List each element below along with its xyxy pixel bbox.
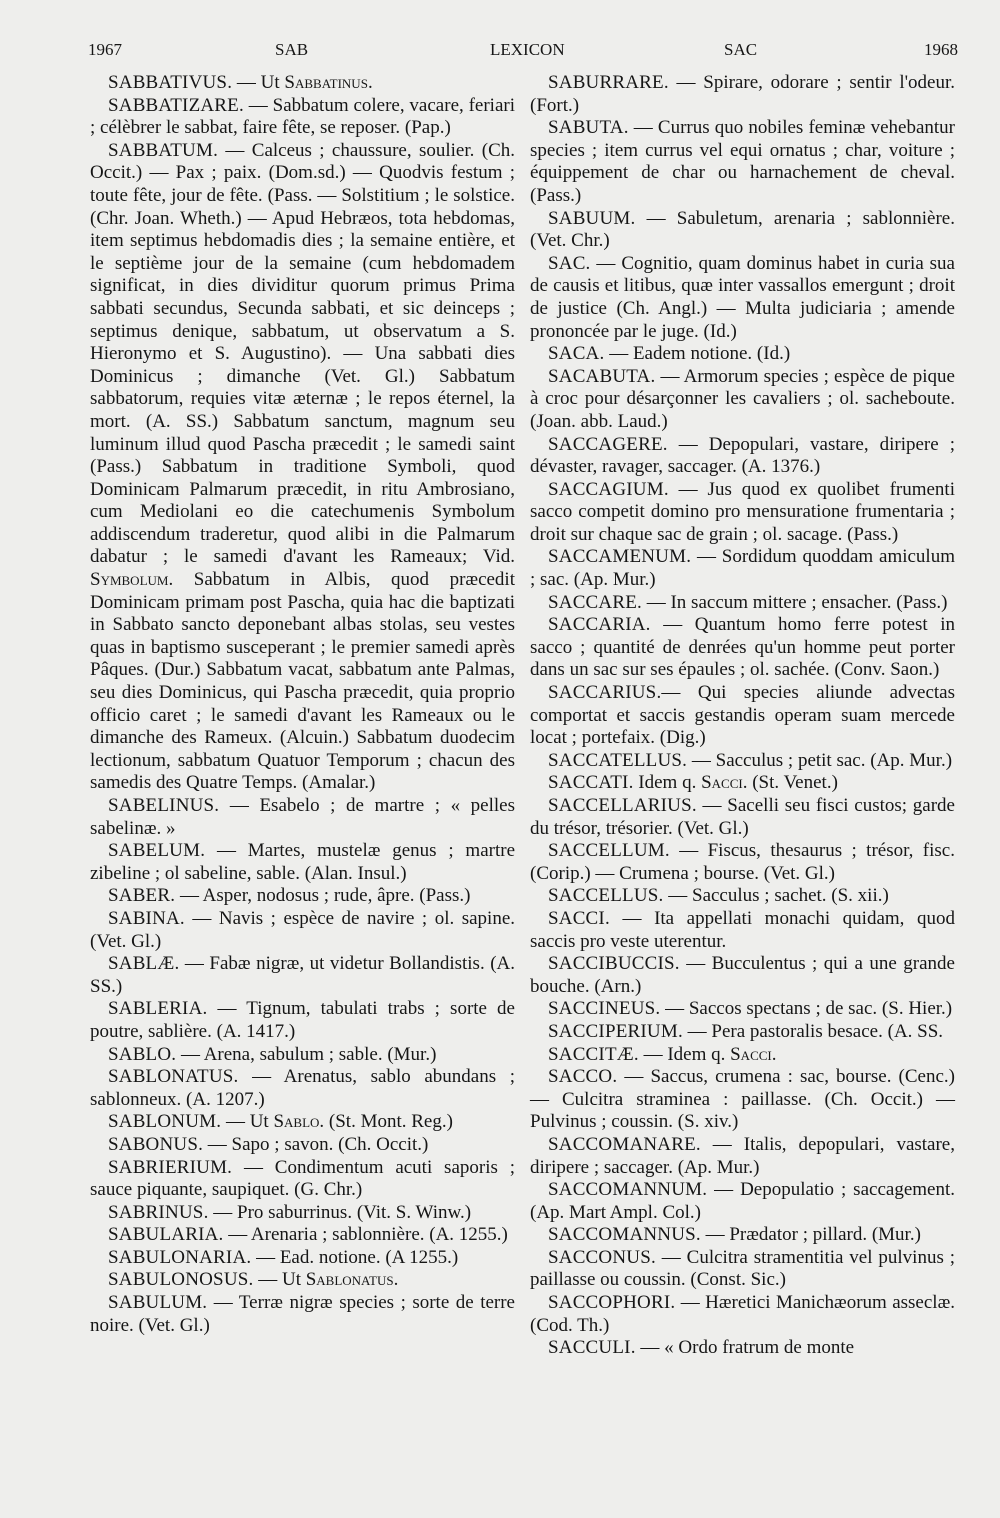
dictionary-entry	[90, 1292, 515, 1337]
cross-reference: Sabbatinus	[284, 72, 368, 93]
entry-definition: — Fiscus, thesaurus ; trésor, fisc. (Corip.) — Crumena ; bourse. (Vet. Gl.)	[530, 840, 955, 884]
entry-headword: SABULONARIA.	[108, 1246, 252, 1268]
dictionary-entry	[530, 1134, 955, 1179]
dictionary-entry	[530, 117, 955, 207]
dictionary-entry	[90, 1134, 515, 1157]
entry-definition: — Sapo ; savon. (Ch. Occit.)	[203, 1133, 429, 1155]
entry-headword: SACCOMANNUS.	[548, 1224, 701, 1246]
entry-headword: SABLERIA.	[108, 998, 208, 1020]
right-column	[530, 72, 955, 1360]
entry-headword: SABINA.	[108, 907, 185, 929]
dictionary-entry	[90, 1269, 515, 1292]
entry-definition: — Sacculus ; sachet. (S. xii.)	[663, 885, 889, 907]
entry-definition: — Tignum, tabulati trabs ; sorte de poutre, sablière. (A. 1417.)	[90, 998, 515, 1042]
entry-definition: . Sabbatum in Albis, quod præcedit Dominicam primam post Pascha, quia hac die baptizati in Sabbato sancto deponebant albas stolas, seu vestes quas in baptismo susceperant ; le premier samedi après Pâques. (Dur.) Sabbatum vacat, sabbatum ante Palmas, seu dies Dominicus, qui Pascha præcedit, quia proprio officio caret ; le samedi d'avant les Rameaux ou le dimanche des Rameux. (Alcuin.) Sabbatum duodecim lectionum, sabbatum Quatuor Temporum ; chacun des samedis des Quatre Temps. (Amalar.)	[90, 569, 515, 794]
dictionary-entry	[530, 840, 955, 885]
entry-definition: — Fabæ nigræ, ut videtur Bollandistis. (A. SS.)	[90, 953, 515, 997]
entry-headword: SABLONATUS.	[108, 1066, 239, 1088]
dictionary-entry	[530, 479, 955, 547]
entry-headword: SAC.	[548, 252, 591, 274]
entry-headword: SACCARIA.	[548, 614, 651, 636]
entry-headword: SACA.	[548, 343, 605, 365]
dictionary-entry	[90, 1202, 515, 1225]
entry-headword: SABULARIA.	[108, 1224, 224, 1246]
entry-definition: — Martes, mustelæ genus ; martre zibeline ; ol sabeline, sable. (Alan. Insul.)	[90, 840, 515, 884]
dictionary-entry	[530, 908, 955, 953]
entry-headword: SACCARE.	[548, 591, 642, 613]
entry-definition: Idem q.	[633, 772, 702, 794]
entry-headword: SACCARIUS.	[548, 682, 662, 704]
entry-definition: — Navis ; espèce de navire ; ol. sapine. (Vet. Gl.)	[90, 907, 515, 952]
entry-definition: — Arenaria ; sablonnière. (A. 1255.)	[223, 1224, 508, 1246]
entry-headword: SACCATI.	[548, 772, 634, 794]
dictionary-entry	[90, 840, 515, 885]
cross-reference: Sablo	[273, 1111, 320, 1133]
page-number-right: 1968	[924, 40, 958, 59]
entry-headword: SABLONUM.	[108, 1111, 222, 1133]
entry-headword: SABUUM.	[548, 207, 636, 229]
entry-definition: — Bucculentus ; qui a une grande bouche. (Arn.)	[530, 953, 955, 997]
entry-headword: SACABUTA.	[548, 365, 656, 387]
entry-definition: — Armorum species ; espèce de pique à croc pour désarçonner les cavaliers ; ol. sacheboute. (Joan. abb. Laud.)	[530, 365, 955, 432]
entry-headword: SABULONOSUS.	[108, 1269, 254, 1291]
entry-definition: — Culcitra stramentitia vel pulvinus ; paillasse ou coussin. (Const. Sic.)	[530, 1246, 955, 1291]
dictionary-entry	[530, 998, 955, 1021]
entry-definition: — Condimentum acuti saporis ; sauce piquante, saupiquet. (G. Chr.)	[90, 1156, 515, 1201]
dictionary-entry	[530, 682, 955, 750]
entry-headword: SACCELLARIUS.	[548, 795, 697, 816]
dictionary-entry	[90, 953, 515, 998]
dictionary-entry	[530, 546, 955, 591]
entry-definition: — Currus quo nobiles feminæ vehebantur species ; item currus vel equi ornatus ; char, voiture ; équippement de char ou harnachement de cheval. (Pass.)	[530, 117, 955, 206]
dictionary-entry	[90, 795, 515, 840]
entry-headword: SABELINUS.	[108, 795, 220, 816]
entry-definition: — Arena, sabulum ; sable. (Mur.)	[176, 1043, 437, 1065]
entry-headword: SACCAGERE.	[548, 433, 668, 455]
entry-definition: — Sordidum quoddam amiculum ; sac. (Ap. Mur.)	[530, 546, 955, 591]
entry-headword: SABURRARE.	[548, 72, 669, 93]
entry-definition: . (St. Mont. Reg.)	[319, 1111, 453, 1133]
entry-definition: — Ut	[253, 1269, 306, 1291]
dictionary-entry	[90, 140, 515, 795]
dictionary-entry	[90, 908, 515, 953]
entry-definition: — Italis, depopulari, vastare, diripere ; saccager. (Ap. Mur.)	[530, 1133, 955, 1178]
entry-headword: SACCOMANNUM.	[548, 1179, 708, 1201]
cross-reference: Sablonatus	[305, 1269, 394, 1291]
dictionary-entry	[90, 1044, 515, 1067]
cross-reference: Symbolum	[90, 569, 169, 591]
entry-definition: — Terræ nigræ species ; sorte de terre noire. (Vet. Gl.)	[90, 1292, 515, 1336]
entry-headword: SACCIPERIUM.	[548, 1020, 683, 1042]
entry-definition: — Sabuletum, arenaria ; sablonnière. (Vet. Chr.)	[530, 207, 955, 252]
dictionary-entry	[530, 1044, 955, 1067]
entry-definition: .	[771, 1043, 777, 1065]
entry-definition: — Saccos spectans ; de sac. (S. Hier.)	[660, 998, 953, 1020]
dictionary-entry	[530, 1292, 955, 1337]
entry-definition: — Saccus, crumena : sac, bourse. (Cenc.) — Culcitra straminea : paillasse. (Ch. Occit.) — Pulvinus ; coussin. (S. xiv.)	[530, 1066, 955, 1133]
entry-definition: — Eadem notione. (Id.)	[604, 343, 791, 365]
dictionary-entry	[530, 1021, 955, 1044]
dictionary-entry	[530, 1224, 955, 1247]
entry-definition: — Calceus ; chaussure, soulier. (Ch. Occit.) — Pax ; paix. (Dom.sd.) — Quodvis festum ; toute fête, jour de fête. (Pass. — Solstitium ; le solstice. (Chr. Joan. Wheth.) — Apud Hebræos, tota hebdomas, item septimus hebdomadis dies ; la semaine entière, et le septième jour de la semaine (cum hebdomadem significat, in dies dividitur quorum primus Prima sabbati secundus, Secunda sabbati, et sic deinceps ; septimus denique, sabbatum, ut observatum a S. Hieronymo et S. Augustino). — Una sabbati dies Dominicus ; dimanche (Vet. Gl.) Sabbatum sabbatorum, requies vitæ æternæ ; le repos éternel, la mort. (A. SS.) Sabbatum sanctum, magnum seu luminum illud quod Pascha præcedit ; le samedi saint (Pass.) Sabbatum in traditione Symboli, quod Dominicam Palmarum præcedit, in ritu Ambrosiano, cum Mediolani eo die catechumenis Symbolum addiscendum traderetur, quod alibi in die Palmarum dabatur ; le samedi d'avant les Rameaux; Vid.	[90, 139, 515, 568]
dictionary-entry	[530, 592, 955, 615]
dictionary-entry	[90, 885, 515, 908]
entry-headword: SABBATIVUS.	[108, 72, 233, 93]
entry-definition: — In saccum mittere ; ensacher. (Pass.)	[641, 591, 948, 613]
entry-headword: SABRIERIUM.	[108, 1156, 233, 1178]
entry-headword: SACCO.	[548, 1066, 618, 1088]
entry-headword: SACCIBUCCIS.	[548, 953, 680, 975]
entry-definition: — Sacculus ; petit sac. (Ap. Mur.)	[687, 749, 953, 771]
entry-definition: — Idem q.	[638, 1043, 731, 1065]
dictionary-entry	[90, 1111, 515, 1134]
entry-definition: — Sacelli seu fisci custos; garde du trésor, trésorier. (Vet. Gl.)	[530, 795, 955, 839]
dictionary-entry	[530, 614, 955, 682]
dictionary-entry	[530, 343, 955, 366]
entry-headword: SACCELLUM.	[548, 840, 670, 862]
dictionary-entry	[90, 95, 515, 140]
entry-definition: .	[367, 72, 373, 93]
entry-headword: SACCAMENUM.	[548, 546, 692, 568]
entry-headword: SABELUM.	[108, 840, 206, 862]
dictionary-entry	[530, 885, 955, 908]
entry-headword: SABULUM.	[108, 1292, 208, 1314]
entry-headword: SACCITÆ.	[548, 1043, 639, 1065]
dictionary-entry	[530, 72, 955, 117]
entry-definition: .	[393, 1269, 399, 1291]
lemma-range-left: SAB	[275, 40, 309, 59]
entry-definition: — Asper, nodosus ; rude, âpre. (Pass.)	[175, 885, 471, 907]
dictionary-entry	[530, 208, 955, 253]
entry-headword: SACCOPHORI.	[548, 1292, 676, 1314]
entry-definition: — Qui species aliunde advectas comportat et saccis gestandis operam suam mercede locat ; portefaix. (Dig.)	[530, 682, 955, 749]
page-number-left: 1967	[88, 40, 122, 59]
entry-headword: SACCULI.	[548, 1337, 636, 1359]
entry-headword: SABBATIZARE.	[108, 94, 244, 116]
entry-definition: — Pera pastoralis besace. (A. SS.	[682, 1020, 944, 1042]
entry-definition: — Depopulari, vastare, diripere ; dévaster, ravager, saccager. (A. 1376.)	[530, 433, 955, 478]
dictionary-entry	[530, 750, 955, 773]
dictionary-entry	[530, 953, 955, 998]
dictionary-entry	[530, 1179, 955, 1224]
dictionary-entry	[90, 1247, 515, 1270]
dictionary-entry	[90, 1066, 515, 1111]
dictionary-entry	[530, 253, 955, 343]
entry-definition: — Jus quod ex quolibet frumenti sacco competit domino pro mensuratione frumentaria ; droit sur chaque sac de grain ; ol. sacage. (Pass.)	[530, 478, 955, 545]
dictionary-entry	[90, 998, 515, 1043]
entry-headword: SACCINEUS.	[548, 998, 661, 1020]
entry-definition: — Ita appellati monachi quidam, quod saccis pro veste uterentur.	[530, 907, 955, 952]
running-header	[88, 40, 958, 68]
dictionary-entry	[530, 366, 955, 434]
entry-headword: SABUTA.	[548, 117, 629, 139]
dictionary-entry	[530, 772, 955, 795]
dictionary-entry	[530, 795, 955, 840]
entry-definition: — Ut	[232, 72, 285, 93]
entry-headword: SACCONUS.	[548, 1246, 656, 1268]
cross-reference: Sacci	[701, 772, 743, 794]
entry-definition: — Depopulatio ; saccagement. (Ap. Mart Ampl. Col.)	[530, 1179, 955, 1223]
entry-definition: — Sabbatum colere, vacare, feriari ; célèbrer le sabbat, faire fête, se reposer. (Pap.)	[90, 94, 515, 139]
entry-definition: — Cognitio, quam dominus habet in curia sua de causis et litibus, quæ inter vassallos emergunt ; droit de justice (Ch. Angl.) — Multa judiciaria ; amende prononcée par le juge. (Id.)	[530, 252, 955, 342]
dictionary-entry	[90, 1224, 515, 1247]
dictionary-entry	[530, 434, 955, 479]
entry-definition: — Ead. notione. (A 1255.)	[251, 1246, 459, 1268]
entry-headword: SABBATUM.	[108, 139, 219, 161]
lemma-range-right: SAC	[724, 40, 758, 59]
entry-headword: SABRINUS.	[108, 1201, 209, 1223]
entry-headword: SABLÆ.	[108, 953, 180, 975]
entry-headword: SACCOMANARE.	[548, 1133, 701, 1155]
lexicon-title: LEXICON	[490, 40, 565, 59]
entry-headword: SABER.	[108, 885, 176, 907]
dictionary-entry	[530, 1247, 955, 1292]
entry-headword: SACCELLUS.	[548, 885, 664, 907]
dictionary-entry	[90, 72, 515, 95]
dictionary-entry	[530, 1066, 955, 1134]
entry-definition: — Ut	[221, 1111, 274, 1133]
entry-headword: SABLO.	[108, 1043, 177, 1065]
entry-definition: — Spirare, odorare ; sentir l'odeur. (Fort.)	[530, 72, 955, 116]
cross-reference: Sacci	[730, 1043, 772, 1065]
entry-headword: SACCAGIUM.	[548, 478, 669, 500]
entry-headword: SABONUS.	[108, 1133, 204, 1155]
dictionary-entry	[530, 1337, 955, 1360]
entry-definition: . (St. Venet.)	[742, 772, 838, 794]
dictionary-entry	[90, 1157, 515, 1202]
entry-definition: — Arenatus, sablo abundans ; sablonneux. (A. 1207.)	[90, 1066, 515, 1110]
entry-definition: — Esabelo ; de martre ; « pelles sabelinæ. »	[90, 795, 515, 839]
entry-definition: — Hæretici Manichæorum asseclæ. (Cod. Th.)	[530, 1292, 955, 1336]
entry-definition: — Pro saburrinus. (Vit. S. Winw.)	[208, 1201, 472, 1223]
entry-headword: SACCATELLUS.	[548, 749, 688, 771]
left-column	[90, 72, 515, 1337]
entry-definition: — « Ordo fratrum de monte	[635, 1337, 855, 1359]
entry-headword: SACCI.	[548, 907, 610, 929]
entry-definition: — Prædator ; pillard. (Mur.)	[700, 1224, 921, 1246]
entry-definition: — Quantum homo ferre potest in sacco ; quantité de denrées qu'un homme peut porter dans un sac sur ses épaules ; ol. sachée. (Conv. Saon.)	[530, 614, 955, 681]
